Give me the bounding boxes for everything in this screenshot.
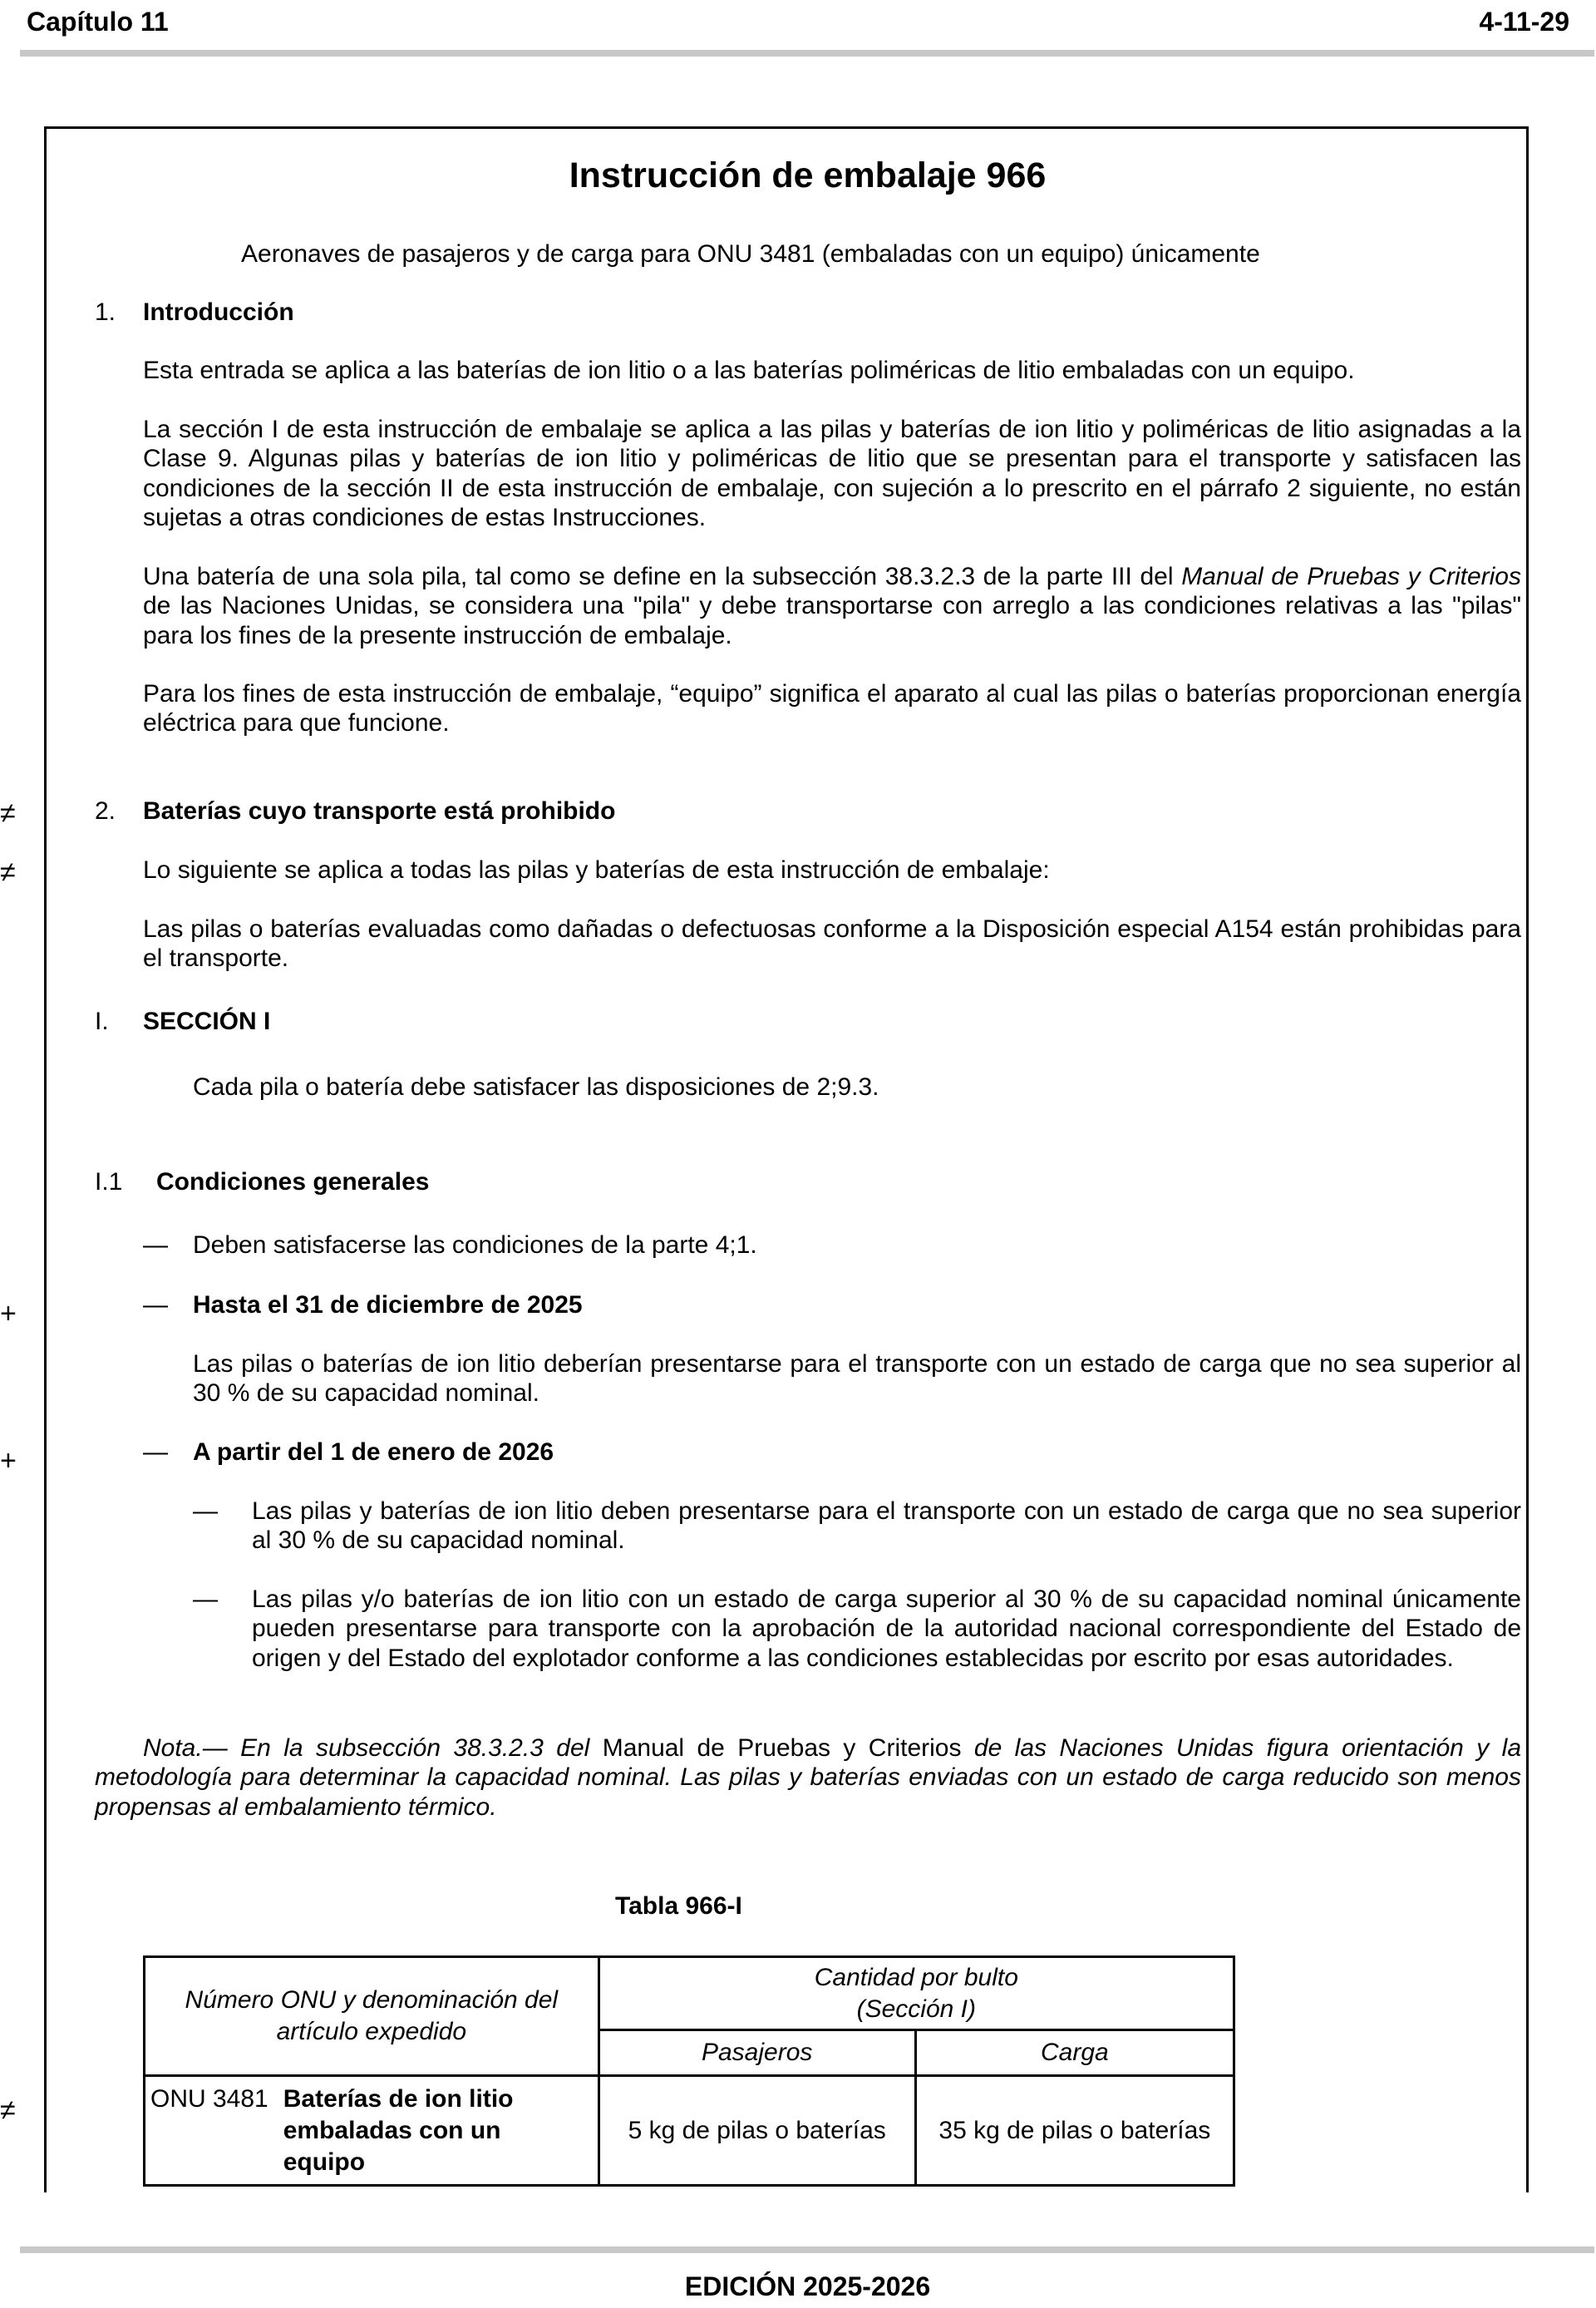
section-2-paragraph-2: Las pilas o baterías evaluadas como dañadas o defectuosas conforme a la Disposición especial A154 están prohibidas para el transporte.: [143, 915, 1521, 973]
section-i-paragraph: Cada pila o batería debe satisfacer las disposiciones de 2;9.3.: [193, 1073, 879, 1101]
condition-subitem-2: Las pilas y/o baterías de ion litio con un estado de carga superior al 30 % de su capacidad nominal únicamente pueden presentarse para transporte con la aprobación de la autoridad nacional correspondiente del Estado de origen y del Estado del explotador conforme a las condiciones establecidas por escrito por esas autoridades.: [252, 1586, 1521, 1672]
addition-mark: +: [0, 1445, 17, 1477]
list-dash: —: [193, 1586, 218, 1613]
condition-subitem-1: Las pilas y baterías de ion litio deben presentarse para el transporte con un estado de carga que no sea superior al 30 % de su capacidad nominal.: [252, 1497, 1521, 1555]
list-dash: —: [143, 1291, 168, 1319]
table-header-quantity-line1: Cantidad por bulto: [814, 1963, 1018, 1991]
table-header-un-name: Número ONU y denominación del artículo expedido: [145, 1957, 599, 2076]
section-2-number: 2.: [95, 797, 116, 825]
note-paragraph: [95, 1733, 1521, 1822]
footer-rule: [20, 2246, 1594, 2253]
section-i-number: I.: [95, 1008, 109, 1035]
chapter-label: Capítulo 11: [27, 7, 169, 37]
list-dash: —: [193, 1497, 218, 1525]
section-1-paragraph-1: Esta entrada se aplica a las baterías de ion litio o a las baterías poliméricas de litio embaladas con un equipo.: [143, 357, 1355, 384]
section-1-paragraph-4: Para los fines de esta instrucción de embalaje, “equipo” significa el aparato al cual las pilas o baterías proporcionan energía eléctrica para que funcione.: [143, 680, 1521, 737]
table-caption: Tabla 966-I: [615, 1892, 742, 1920]
section-2-paragraph-1: Lo siguiente se aplica a todas las pilas y baterías de esta instrucción de embalaje:: [143, 856, 1050, 884]
condition-item-2-text: Las pilas o baterías de ion litio deberían presentarse para el transporte con un estado de carga que no sea superior al 30 % de su capacidad nominal.: [193, 1350, 1521, 1408]
paragraph-3-text-c: de las Naciones Unidas, se considera una "pila" y debe transportarse con arreglo a las condiciones relativas a las "pilas" para los fines de la presente instrucción de embalaje.: [143, 592, 1521, 649]
list-dash: —: [143, 1231, 168, 1259]
section-i1-heading: Condiciones generales: [156, 1168, 430, 1196]
condition-item-2-heading: Hasta el 31 de diciembre de 2025: [193, 1291, 583, 1319]
table-cell-pasajeros-value: 5 kg de pilas o baterías: [598, 2076, 915, 2186]
frame-left-border: [44, 126, 47, 2192]
section-1-paragraph-3: [143, 562, 1521, 650]
table-cell-un-entry: [145, 2076, 599, 2186]
page-title: Instrucción de embalaje 966: [569, 155, 1047, 195]
page-number: 4-11-29: [1479, 7, 1569, 37]
addition-mark: +: [0, 1298, 17, 1329]
list-dash: —: [143, 1438, 168, 1466]
section-i1-number: I.1: [95, 1168, 123, 1196]
change-mark: ≠: [0, 797, 16, 829]
table-header-quantity: [598, 1957, 1234, 2030]
table-header-carga: Carga: [915, 2030, 1234, 2076]
table-row: [145, 2076, 1234, 2186]
change-mark: ≠: [0, 856, 16, 888]
frame-right-border: [1526, 126, 1529, 2192]
section-1-heading: Introducción: [143, 298, 294, 326]
table-cell-carga-value: 35 kg de pilas o baterías: [915, 2076, 1234, 2186]
frame-top-border: [44, 126, 1529, 129]
un-number: ONU 3481: [150, 2085, 268, 2113]
condition-item-1: Deben satisfacerse las condiciones de la parte 4;1.: [193, 1231, 757, 1259]
section-i-heading: SECCIÓN I: [143, 1008, 271, 1035]
quantity-table: [143, 1955, 1235, 2187]
manual-reference: Manual de Pruebas y Criterios: [1181, 563, 1521, 590]
condition-item-3-heading: A partir del 1 de enero de 2026: [193, 1438, 554, 1466]
table-header-pasajeros: Pasajeros: [598, 2030, 915, 2076]
section-1-number: 1.: [95, 298, 116, 326]
note-text-a: Nota.— En la subsección 38.3.2.3 del: [143, 1734, 603, 1762]
note-manual-reference: Manual de Pruebas y Criterios: [602, 1734, 962, 1762]
note-text-c: de las Naciones Unidas figura orientación y la metodología para determinar la capacidad nominal. Las pilas y baterías enviadas con un estado de carga reducido son menos propensas al embalamiento térmico.: [95, 1734, 1521, 1821]
header-rule: [20, 50, 1594, 57]
table-header-quantity-line2: (Sección I): [856, 1995, 977, 2023]
edition-footer: EDICIÓN 2025-2026: [684, 2271, 931, 2301]
un-proper-name: Baterías de ion litio embaladas con un equipo: [283, 2085, 514, 2176]
section-1-paragraph-2: La sección I de esta instrucción de embalaje se aplica a las pilas y baterías de ion litio y poliméricas de litio asignadas a la Clase 9. Algunas pilas y baterías de ion litio y poliméricas de litio que se presentan para el transporte y satisfacen las condiciones de la sección II de esta instrucción de embalaje, con sujeción a lo prescrito en el párrafo 2 siguiente, no están sujetas a otras condiciones de estas Instrucciones.: [143, 416, 1521, 532]
change-mark: ≠: [0, 2094, 16, 2126]
paragraph-3-text-a: Una batería de una sola pila, tal como se define en la subsección 38.3.2.3 de la parte III del: [143, 563, 1182, 590]
section-2-heading: Baterías cuyo transporte está prohibido: [143, 797, 616, 825]
page-subtitle: Aeronaves de pasajeros y de carga para ONU 3481 (embaladas con un equipo) únicamente: [241, 240, 1260, 268]
